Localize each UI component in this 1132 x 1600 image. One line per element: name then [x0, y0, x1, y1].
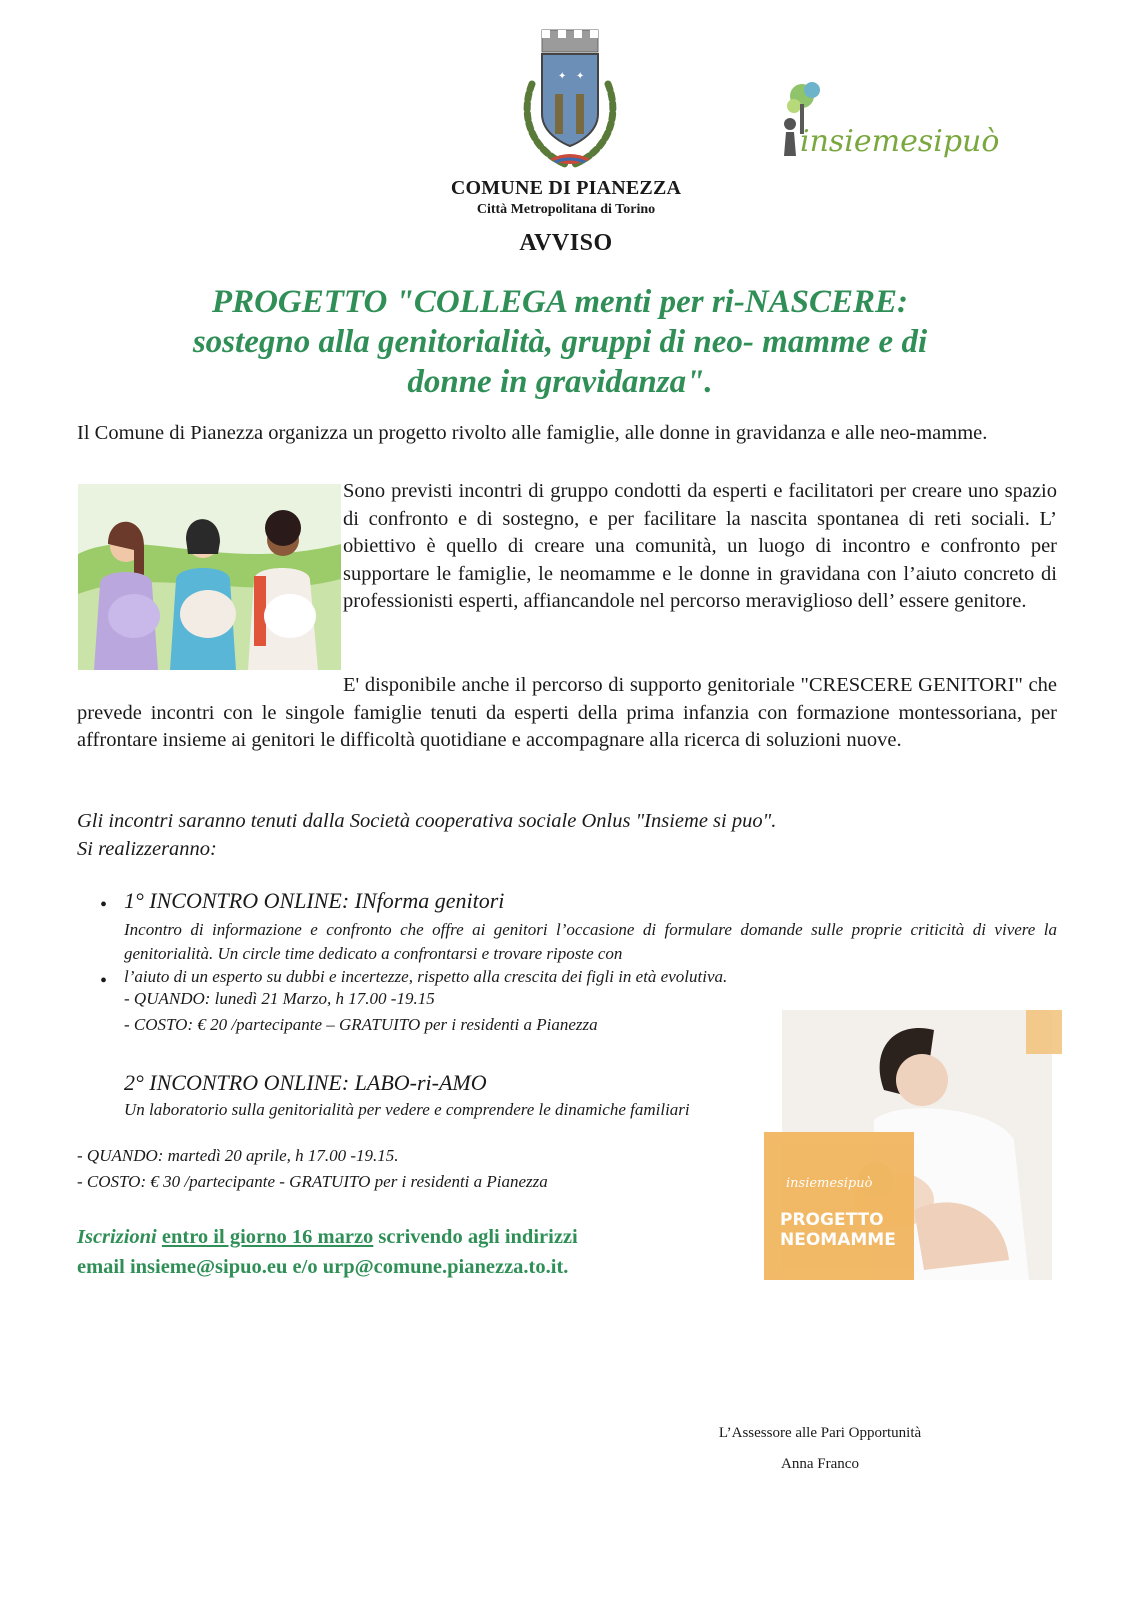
svg-text:✦: ✦ [576, 71, 585, 82]
groups-paragraph: Sono previsti incontri di gruppo condotti da esperti e facilitatori per creare uno spazio di confronto e di sostegno, e per facilitare la nascita spontanea di reti sociali. L’ obiettivo è quello di creare una comunità, un luogo di incontro e confronto per supportare le famiglie, le neomamme e le donne in gravidana con l’aiuto concreto di professionisti esperti, affiancandole nel percorso meraviglioso dell’ essere genitore. [343, 480, 1057, 612]
municipality-name: COMUNE DI PIANEZZA [450, 177, 682, 199]
signature-name: Anna Franco [781, 1456, 859, 1472]
partner-logo-text: insiemesipuò [800, 124, 1000, 159]
signup-info [77, 1222, 717, 1282]
cooperative-note [77, 808, 1057, 863]
meeting-1-description: Incontro di informazione e confronto che offre ai genitori l’occasione di formulare domande sulle proprie criticità di vivere la genitorialità. Un circle time dedicato a confrontarsi e trovare riposte con [124, 920, 1057, 963]
intro-paragraph: Il Comune di Pianezza organizza un progetto rivolto alle famiglie, alle donne in gravidanza e alle neo-mamme. [77, 422, 988, 444]
bullet-dot: • [100, 894, 108, 916]
meeting-1-description-continued: l’aiuto di un esperto su dubbi e incertezze, rispetto alla crescita dei figli in età evolutiva. [124, 967, 728, 986]
pregnant-women-illustration [78, 484, 341, 670]
comune-crest-logo [510, 24, 630, 174]
promo-badge [764, 1132, 914, 1280]
signature-role: L’Assessore alle Pari Opportunità [718, 1425, 922, 1441]
notice-label: AVVISO [519, 230, 613, 256]
meeting-2-description: Un laboratorio sulla genitorialità per vedere e comprendere le dinamiche familiari [124, 1100, 690, 1119]
title-line-1: PROGETTO "COLLEGA menti per ri-NASCERE: [211, 284, 909, 320]
signup-deadline: entro il giorno 16 marzo [161, 1226, 374, 1248]
signup-lead: Iscrizioni [77, 1226, 157, 1248]
municipality-subtitle: Città Metropolitana di Torino [476, 202, 656, 217]
signup-tail: scrivendo agli indirizzi [378, 1226, 578, 1248]
title-line-2: sostegno alla genitorialità, gruppi di neo- mamme e di [192, 324, 928, 360]
title-line-3: donne in gravidanza". [407, 364, 713, 400]
promo-title [780, 1210, 896, 1250]
bullet-dot: • [100, 970, 108, 992]
meeting-2-title: 2° INCONTRO ONLINE: LABO-ri-AMO [124, 1070, 487, 1095]
meeting-1-when: - QUANDO: lunedì 21 Marzo, h 17.00 -19.15 [124, 989, 435, 1008]
meeting-1-title: 1° INCONTRO ONLINE: INforma genitori [124, 888, 505, 913]
cooperative-line-1: Gli incontri saranno tenuti dalla Società cooperativa sociale Onlus "Insieme si puo". [77, 810, 777, 832]
meeting-1-cost: - COSTO: € 20 /partecipante – GRATUITO per i residenti a Pianezza [124, 1015, 598, 1034]
promo-brand: insiemesipuò [786, 1176, 873, 1191]
meeting-2-when: - QUANDO: martedì 20 aprile, h 17.00 -19.15. [77, 1146, 399, 1165]
project-title [150, 282, 970, 402]
crescere-genitori-paragraph: E' disponibile anche il percorso di supporto genitoriale "CRESCERE GENITORI" che prevede incontri con le singole famiglie tenuti da esperti della prima infanzia con formazione montessoriana, per affrontare insieme ai genitori le difficoltà quotidiane e accompagnare alla ricerca di soluzioni nuove. [77, 674, 1057, 751]
signup-emails[interactable]: email insieme@sipuo.eu e/o urp@comune.pianezza.to.it. [77, 1256, 569, 1278]
svg-text:✦: ✦ [558, 71, 567, 82]
insiemesipuo-logo [780, 76, 1000, 176]
meeting-2-cost: - COSTO: € 30 /partecipante - GRATUITO per i residenti a Pianezza [77, 1172, 548, 1191]
promo-title-line-1: PROGETTO [780, 1210, 884, 1230]
promo-title-line-2: NEOMAMME [780, 1230, 896, 1250]
cooperative-line-2: Si realizzeranno: [77, 837, 217, 860]
progetto-neomamme-image [764, 1010, 1062, 1306]
